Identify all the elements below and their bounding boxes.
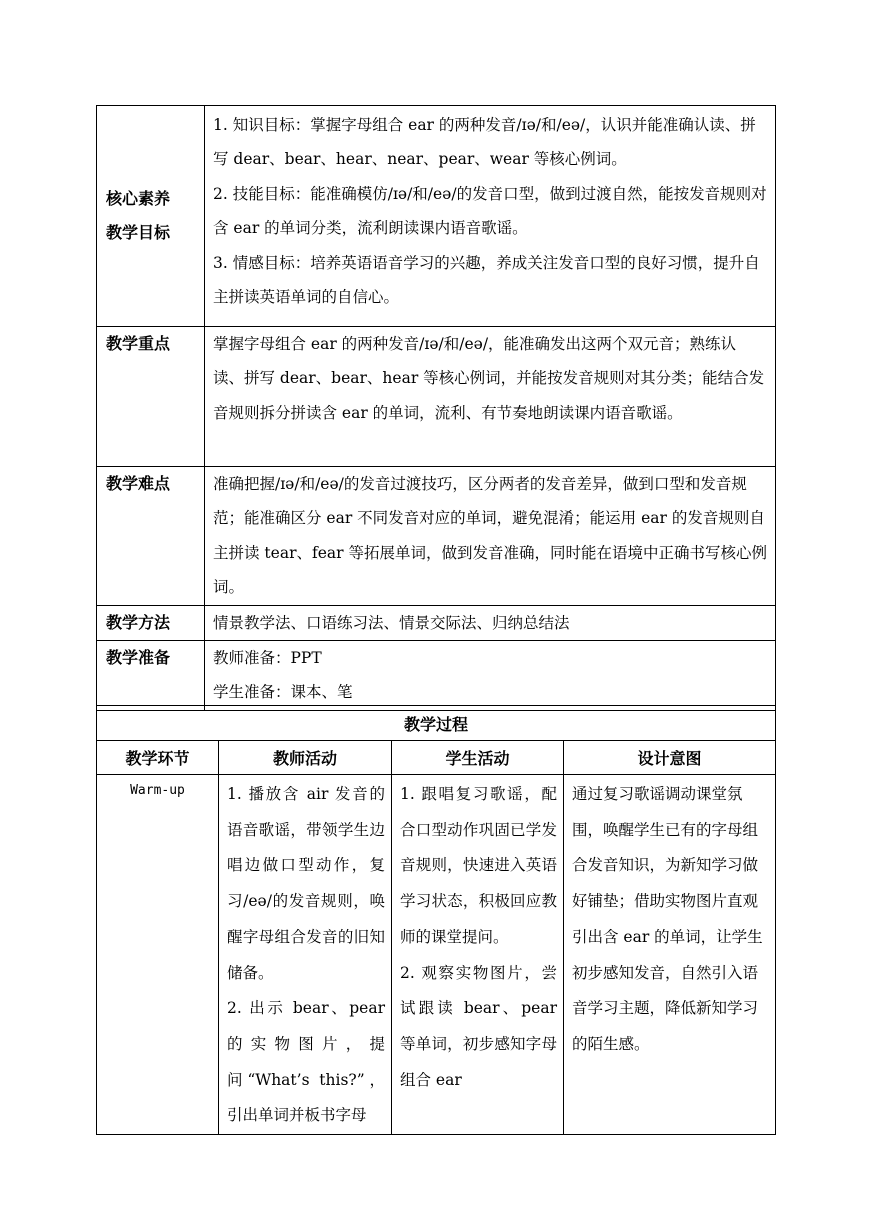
core-objectives-label <box>97 106 205 327</box>
warmup-stage: Warm-up <box>97 775 219 1135</box>
methods-row <box>97 605 776 640</box>
key-points-content: 掌握字母组合 ear 的两种发音/ɪə/和/eə/，能准确发出这两个双元音；熟练认读、拼写 dear、bear、hear 等核心例词，并能按发音规则对其分类；能结合发音规则拆分拼读含 ear 的单词，流利、有节奏地朗读课内语音歌谣。 <box>205 327 776 467</box>
core-objectives-row <box>97 106 776 327</box>
preparation-row <box>97 641 776 711</box>
preparation-content <box>205 641 776 711</box>
student-activity-2: 2. 观察实物图片，尝试跟读 bear、pear 等单词，初步感知字母组合 ear <box>400 963 557 1089</box>
warmup-design-intent: 通过复习歌谣调动课堂氛围，唤醒学生已有的字母组合发音知识，为新知学习做好铺垫；借助实物图片直观引出含 ear 的单词，让学生初步感知发音，自然引入语音学习主题，降低新知学习的陌生感。 <box>564 775 776 1135</box>
student-activity-1: 1. 跟唱复习歌谣，配合口型动作巩固已学发音规则，快速进入英语学习状态，积极回应教师的课堂提问。 <box>400 785 557 946</box>
process-title-row <box>97 706 776 741</box>
process-title: 教学过程 <box>97 706 776 741</box>
objective-knowledge: 1. 知识目标：掌握字母组合 ear 的两种发音/ɪə/和/eə/，认识并能准确认读、拼写 dear、bear、hear、near、pear、wear 等核心例词。 <box>213 116 756 169</box>
student-preparation: 学生准备：课本、笔 <box>213 683 353 702</box>
key-points-label: 教学重点 <box>97 327 205 467</box>
objective-skill: 2. 技能目标：能准确模仿/ɪə/和/eə/的发音口型，做到过渡自然，能按发音规则对含 ear 的单词分类，流利朗读课内语音歌谣。 <box>213 184 767 238</box>
teacher-activity-2: 2. 出示 bear、pear 的实物图片，提问“What’s this?”，引出单词并板书字母 <box>227 999 385 1125</box>
process-table <box>96 705 776 1135</box>
header-stage: 教学环节 <box>97 741 219 775</box>
warmup-student-activity <box>392 775 564 1135</box>
teacher-activity-1: 1. 播放含 air 发音的语音歌谣，带领学生边唱边做口型动作，复习/eə/的发音规则，唤醒字母组合发音的旧知储备。 <box>227 785 385 982</box>
objective-emotion: 3. 情感目标：培养英语语音学习的兴趣，养成关注发音口型的良好习惯，提升自主拼读英语单词的自信心。 <box>213 253 760 307</box>
warmup-teacher-activity <box>219 775 392 1135</box>
methods-content: 情景教学法、口语练习法、情景交际法、归纳总结法 <box>205 605 776 640</box>
core-objectives-content <box>205 106 776 327</box>
teacher-preparation: 教师准备：PPT <box>213 649 322 668</box>
process-header-row <box>97 741 776 775</box>
header-design-intent: 设计意图 <box>564 741 776 775</box>
header-teacher-activity: 教师活动 <box>219 741 392 775</box>
difficulties-label: 教学难点 <box>97 467 205 606</box>
core-label-line1: 核心素养 <box>106 189 171 208</box>
key-points-row <box>97 327 776 467</box>
objectives-table <box>96 105 776 711</box>
difficulties-content: 准确把握/ɪə/和/eə/的发音过渡技巧，区分两者的发音差异，做到口型和发音规范；能准确区分 ear 不同发音对应的单词，避免混淆；能运用 ear 的发音规则自主拼读 tear、fear 等拓展单词，做到发音准确，同时能在语境中正确书写核心例词。 <box>205 467 776 606</box>
difficulties-row <box>97 467 776 606</box>
methods-label: 教学方法 <box>97 605 205 640</box>
preparation-label: 教学准备 <box>97 641 205 711</box>
core-label-line2: 教学目标 <box>106 223 171 242</box>
warmup-row <box>97 775 776 1135</box>
header-student-activity: 学生活动 <box>392 741 564 775</box>
